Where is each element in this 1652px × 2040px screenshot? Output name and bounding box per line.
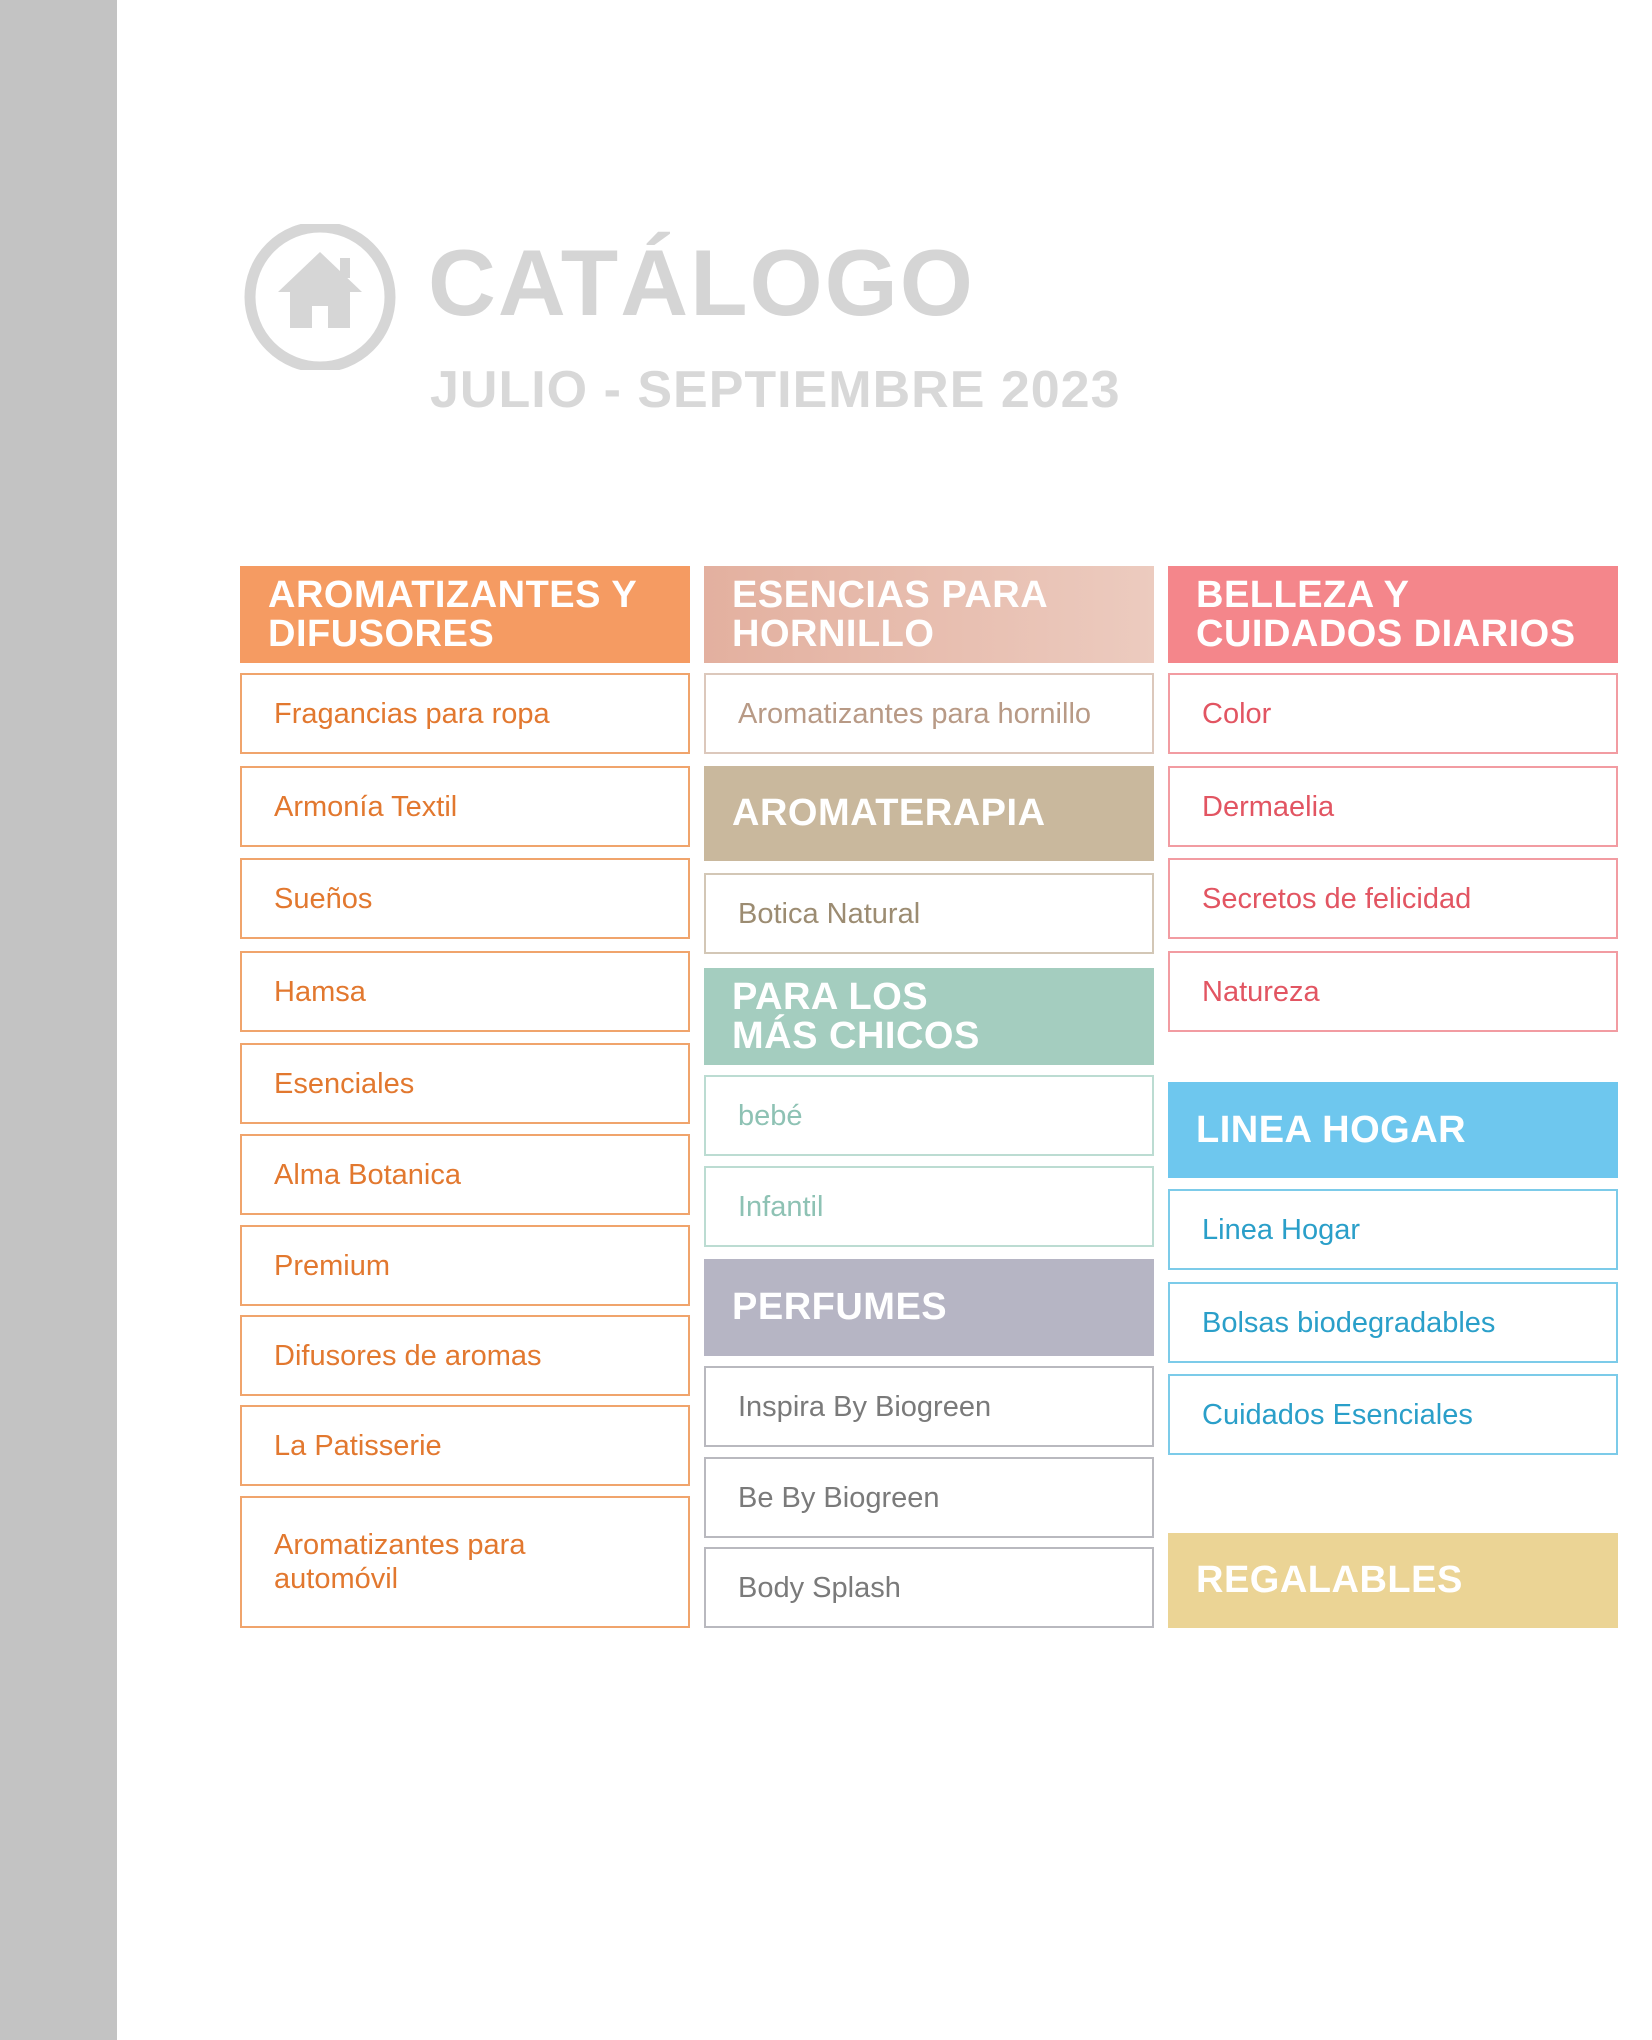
- catalog-period: JULIO - SEPTIEMBRE 2023: [430, 361, 1121, 419]
- menu-item-color[interactable]: Color: [1168, 673, 1618, 754]
- menu-item-armonia-textil[interactable]: Armonía Textil: [240, 766, 690, 847]
- menu-item-bebe[interactable]: bebé: [704, 1075, 1154, 1156]
- home-icon[interactable]: [240, 224, 400, 370]
- section-header-aromaterapia[interactable]: AROMATERAPIA: [704, 766, 1154, 861]
- section-header-regalables[interactable]: REGALABLES: [1168, 1533, 1618, 1628]
- menu-item-natureza[interactable]: Natureza: [1168, 951, 1618, 1032]
- menu-item-suenos[interactable]: Sueños: [240, 858, 690, 939]
- menu-item-hamsa[interactable]: Hamsa: [240, 951, 690, 1032]
- section-header-para-los-mas-chicos[interactable]: PARA LOS MÁS CHICOS: [704, 968, 1154, 1065]
- menu-item-be-by-biogreen[interactable]: Be By Biogreen: [704, 1457, 1154, 1538]
- menu-item-body-splash[interactable]: Body Splash: [704, 1547, 1154, 1628]
- section-header-perfumes[interactable]: PERFUMES: [704, 1259, 1154, 1356]
- menu-item-fragancias-para-ropa[interactable]: Fragancias para ropa: [240, 673, 690, 754]
- menu-item-infantil[interactable]: Infantil: [704, 1166, 1154, 1247]
- menu-item-la-patisserie[interactable]: La Patisserie: [240, 1405, 690, 1486]
- catalog-title: CATÁLOGO: [428, 230, 975, 335]
- menu-item-botica-natural[interactable]: Botica Natural: [704, 873, 1154, 954]
- menu-item-aromatizantes-automovil[interactable]: Aromatizantes para automóvil: [240, 1496, 690, 1628]
- section-header-linea-hogar[interactable]: LINEA HOGAR: [1168, 1082, 1618, 1178]
- section-header-aromatizantes[interactable]: AROMATIZANTES Y DIFUSORES: [240, 566, 690, 663]
- menu-item-inspira-by-biogreen[interactable]: Inspira By Biogreen: [704, 1366, 1154, 1447]
- section-header-esencias[interactable]: ESENCIAS PARA HORNILLO: [704, 566, 1154, 663]
- menu-item-bolsas-biodegradables[interactable]: Bolsas biodegradables: [1168, 1282, 1618, 1363]
- menu-item-premium[interactable]: Premium: [240, 1225, 690, 1306]
- menu-item-alma-botanica[interactable]: Alma Botanica: [240, 1134, 690, 1215]
- menu-item-esenciales[interactable]: Esenciales: [240, 1043, 690, 1124]
- section-header-belleza[interactable]: BELLEZA Y CUIDADOS DIARIOS: [1168, 566, 1618, 663]
- menu-item-aromatizantes-hornillo[interactable]: Aromatizantes para hornillo: [704, 673, 1154, 754]
- menu-item-cuidados-esenciales[interactable]: Cuidados Esenciales: [1168, 1374, 1618, 1455]
- menu-item-secretos-de-felicidad[interactable]: Secretos de felicidad: [1168, 858, 1618, 939]
- menu-item-linea-hogar[interactable]: Linea Hogar: [1168, 1189, 1618, 1270]
- left-margin-bar: [0, 0, 117, 2040]
- menu-item-difusores-de-aromas[interactable]: Difusores de aromas: [240, 1315, 690, 1396]
- menu-item-dermaelia[interactable]: Dermaelia: [1168, 766, 1618, 847]
